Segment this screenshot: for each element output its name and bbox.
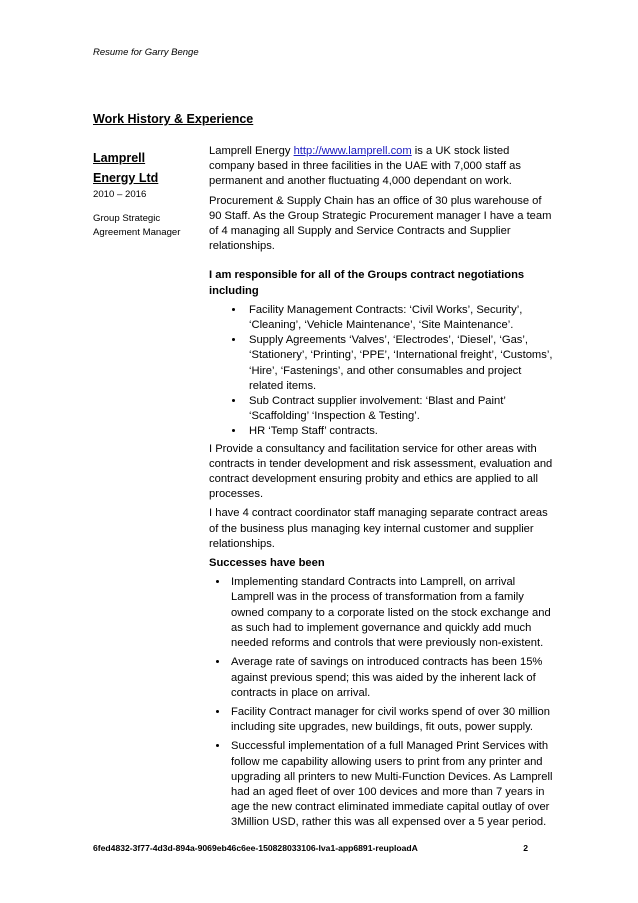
- document-id: 6fed4832-3f77-4d3d-894a-9069eb46c6ee-150828033106-lva1-app6891-reuploadA: [93, 843, 418, 853]
- responsibilities-heading: I am responsible for all of the Groups contract negotiations including: [209, 269, 525, 297]
- company-website-link[interactable]: http://www.lamprell.com: [293, 145, 412, 157]
- list-item: • Implementing standard Contracts into Lamprell, on arrival Lamprell was in the process of transformation from a family owned company to a corporate listed on the stock exchange and as such had to implement governance and quickly add much needed reforms and controls that were previously non-existent.: [229, 575, 554, 651]
- list-item: • Successful implementation of a full Managed Print Services with follow me capability allowing users to print from any printer and upgrading all printers to new Multi-Function Devices. As Lamprell had an aged fleet of over 100 devices and more than 7 years in age the new contract eliminated immediate capital outlay of over 3Million USD, rather this was all expensed over a 5 year period.: [229, 739, 554, 830]
- job-title-line2: Agreement Manager: [93, 227, 181, 238]
- list-item: • Facility Management Contracts: ‘Civil Works’, Security’, ‘Cleaning’, ‘Vehicle Maintenance’, ‘Site Maintenance’.: [245, 303, 554, 333]
- staff-paragraph: I have 4 contract coordinator staff managing separate contract areas of the business plus managing key internal customer and supplier relationships.: [209, 507, 548, 550]
- list-item: • Average rate of savings on introduced contracts has been 15% against previous spend; this was aided by the inherent lack of contracts in place on arrival.: [229, 655, 554, 701]
- employment-dates: 2010 – 2016: [93, 189, 147, 200]
- section-title: Work History & Experience: [93, 112, 254, 126]
- consultancy-paragraph: I Provide a consultancy and facilitation service for other areas with contracts in tender development and risk assessment, evaluation and contract development ensuring probity and ethics are applied to all processes.: [209, 442, 553, 501]
- office-paragraph: Procurement & Supply Chain has an office of 30 plus warehouse of 90 Staff. As the Group Strategic Procurement manager I have a team of 4 managing all Supply and Service Contracts and Supplier relationships.: [209, 194, 552, 253]
- page-footer: [93, 843, 528, 853]
- intro-paragraph: Lamprell Energy http://www.lamprell.com is a UK stock listed company based in three facilities in the UAE with 7,000 staff as permanent and another fluctuating 4,000 dependant on work.: [209, 145, 521, 188]
- successes-heading: Successes have been: [209, 557, 325, 570]
- list-item: • Facility Contract manager for civil works spend of over 30 million including site upgrades, new buildings, fit outs, power supply.: [229, 705, 554, 735]
- job-title-line1: Group Strategic: [93, 213, 161, 224]
- header-note: Resume for Garry Benge: [93, 47, 199, 58]
- responsibilities-list: [209, 303, 554, 440]
- successes-list: [209, 575, 554, 830]
- company-name-line1: Lamprell: [93, 151, 146, 165]
- page-number: 2: [523, 843, 528, 853]
- job-description: [209, 144, 554, 835]
- list-item: • Supply Agreements ‘Valves’, ‘Electrodes’, ‘Diesel’, ‘Gas’, ‘Stationery’, ‘Printing’, ‘PPE’, ‘International freight’, ‘Customs’, ‘Hire’, ‘Fastenings’, and other consumables and project related items.: [245, 333, 554, 394]
- list-item: • Sub Contract supplier involvement: ‘Blast and Paint’ ‘Scaffolding’ ‘Inspection & Testing’.: [245, 394, 554, 424]
- company-name-line2: Energy Ltd: [93, 171, 159, 185]
- list-item: • HR ‘Temp Staff’ contracts.: [245, 424, 554, 439]
- employer-column: [93, 148, 203, 240]
